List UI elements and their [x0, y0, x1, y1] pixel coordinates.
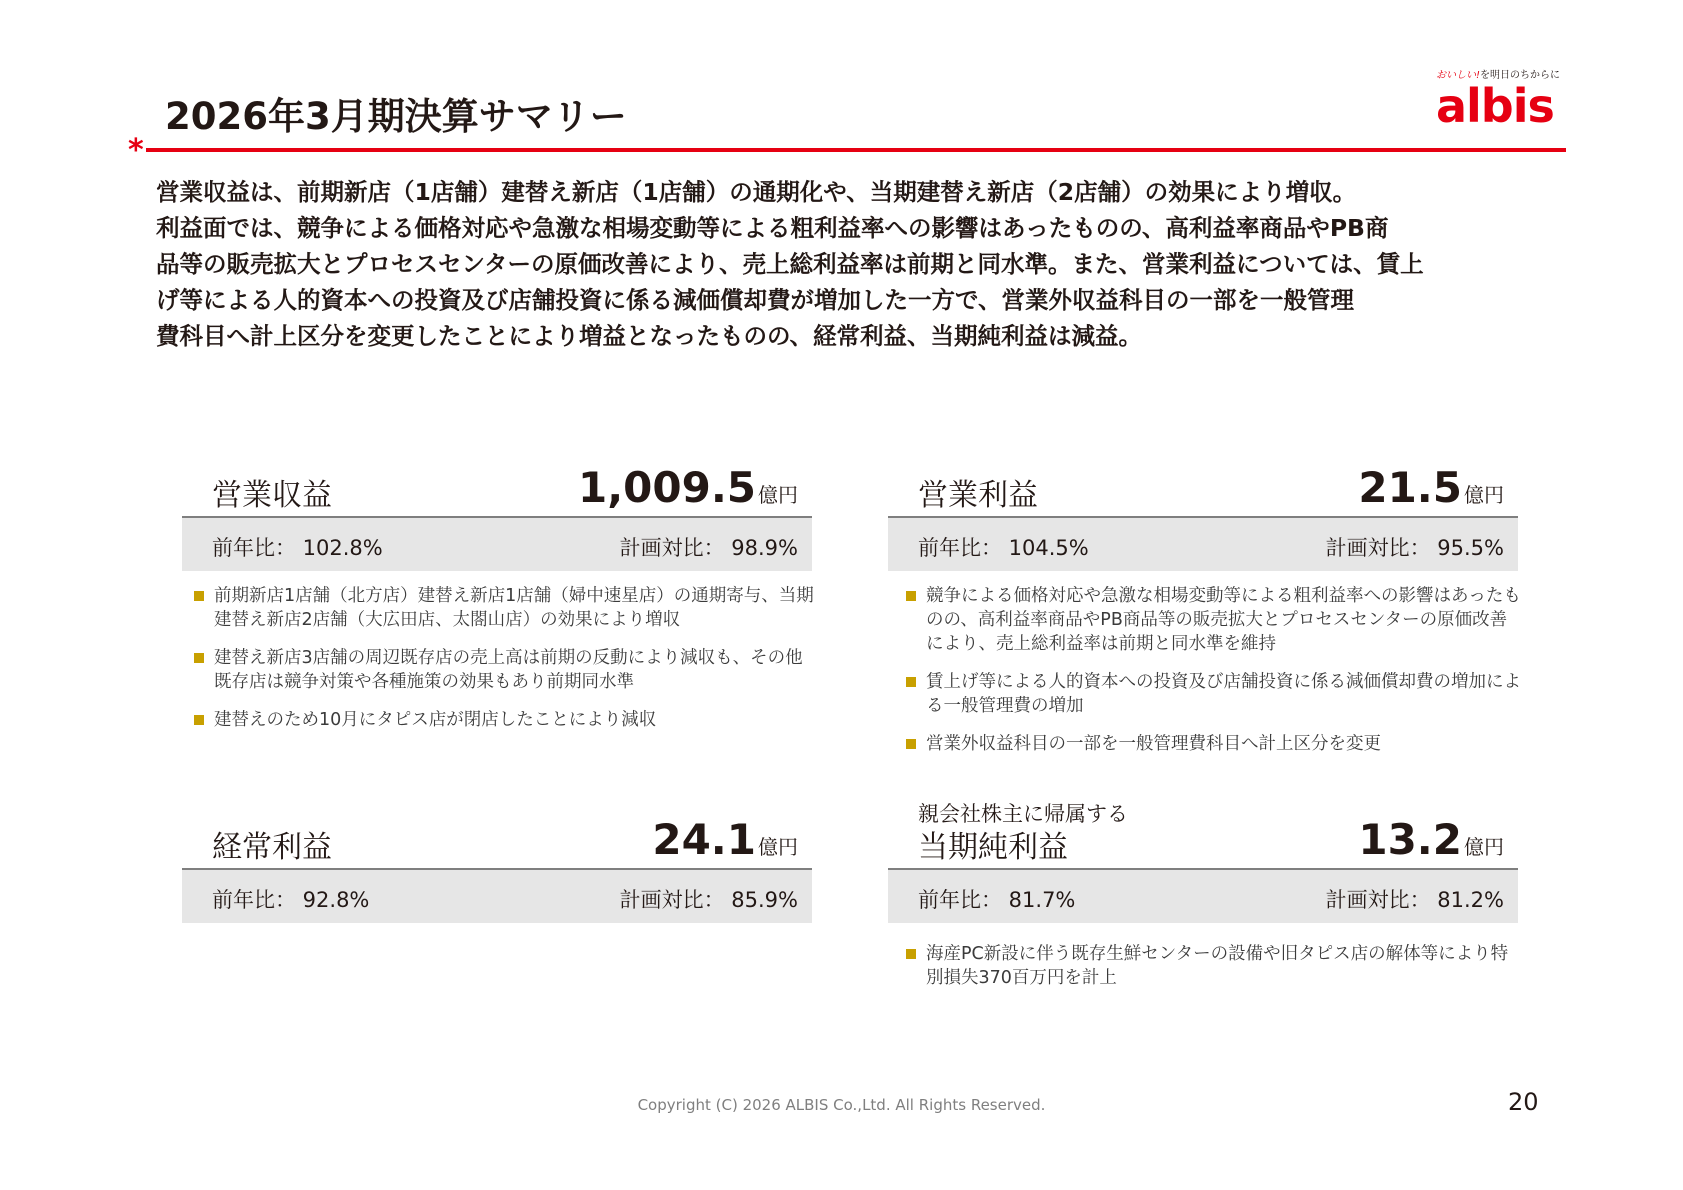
revenue-label: 営業収益 [212, 478, 332, 513]
logo-wordmark: albis [1436, 79, 1554, 133]
operating-profit-plan-ratio: 計画対比： 95.5% [1325, 536, 1504, 560]
list-item: 競争による価格対応や急激な相場変動等による粗利益率への影響はあったものの、高利益率商品やPB商品等の販売拡大とプロセスセンターの原価改善により、売上総利益率は前期と同水準を維持 [902, 584, 1522, 656]
page-number: 20 [1508, 1088, 1539, 1116]
page-title: 2026年3月期決算サマリー [165, 95, 627, 138]
copyright-footer: Copyright (C) 2026 ALBIS Co.,Ltd. All Rights Reserved. [637, 1096, 1046, 1114]
revenue-plan-ratio: 計画対比： 98.9% [619, 536, 798, 560]
asterisk-icon: * [128, 133, 144, 168]
revenue-block [182, 456, 812, 571]
net-profit-amount: 13.2 億円 [1358, 815, 1504, 864]
operating-profit-block [888, 456, 1518, 571]
revenue-notes [190, 584, 820, 746]
summary-line: 品等の販売拡大とプロセスセンターの原価改善により、売上総利益率は前期と同水準。また、営業利益については、賃上 [156, 250, 1424, 278]
ordinary-profit-amount: 24.1 億円 [652, 815, 798, 864]
list-item: 建替え新店3店舗の周辺既存店の売上高は前期の反動により減収も、その他既存店は競争対策や各種施策の効果もあり前期同水準 [190, 646, 820, 694]
operating-profit-stats [888, 518, 1518, 571]
summary-line: 営業収益は、前期新店（1店舗）建替え新店（1店舗）の通期化や、当期建替え新店（2店舗）の効果により増収。 [156, 178, 1357, 206]
net-profit-header [888, 802, 1518, 870]
ordinary-profit-block [182, 808, 812, 923]
summary-line: げ等による人的資本への投資及び店舗投資に係る減価償却費が増加した一方で、営業外収益科目の一部を一般管理 [156, 286, 1355, 314]
net-profit-notes [902, 942, 1522, 1004]
revenue-header [182, 456, 812, 518]
net-profit-label: 当期純利益 [918, 830, 1068, 865]
operating-profit-yoy: 前年比： 104.5% [918, 536, 1089, 560]
ordinary-profit-label: 経常利益 [212, 830, 332, 865]
title-divider [146, 148, 1566, 152]
bullet-square-icon [906, 677, 916, 687]
list-item: 賃上げ等による人的資本への投資及び店舗投資に係る減価償却費の増加による一般管理費の増加 [902, 670, 1522, 718]
net-profit-block [888, 802, 1518, 923]
ordinary-profit-header [182, 808, 812, 870]
logo-tagline: おいしい!を明日のちからに [1436, 70, 1561, 81]
ordinary-profit-yoy: 前年比： 92.8% [212, 888, 370, 912]
net-profit-prelabel: 親会社株主に帰属する [918, 802, 1128, 826]
list-item: 建替えのため10月にタピス店が閉店したことにより減収 [190, 708, 820, 732]
list-item: 海産PC新設に伴う既存生鮮センターの設備や旧タピス店の解体等により特別損失370百万円を計上 [902, 942, 1522, 990]
net-profit-stats [888, 870, 1518, 923]
summary-text [156, 174, 1536, 354]
operating-profit-amount: 21.5 億円 [1358, 463, 1504, 512]
summary-line: 費科目へ計上区分を変更したことにより増益となったものの、経常利益、当期純利益は減益。 [156, 322, 1143, 350]
bullet-square-icon [906, 739, 916, 749]
summary-line: 利益面では、競争による価格対応や急激な相場変動等による粗利益率への影響はあったものの、高利益率商品やPB商 [156, 214, 1389, 242]
operating-profit-label: 営業利益 [918, 478, 1038, 513]
ordinary-profit-stats [182, 870, 812, 923]
operating-profit-header [888, 456, 1518, 518]
bullet-square-icon [906, 591, 916, 601]
ordinary-profit-plan-ratio: 計画対比： 85.9% [619, 888, 798, 912]
bullet-square-icon [194, 591, 204, 601]
bullet-square-icon [194, 653, 204, 663]
net-profit-yoy: 前年比： 81.7% [918, 888, 1076, 912]
operating-profit-notes [902, 584, 1522, 770]
revenue-stats [182, 518, 812, 571]
list-item: 営業外収益科目の一部を一般管理費科目へ計上区分を変更 [902, 732, 1522, 756]
list-item: 前期新店1店舗（北方店）建替え新店1店舗（婦中速星店）の通期寄与、当期建替え新店2店舗（大広田店、太閤山店）の効果により増収 [190, 584, 820, 632]
bullet-square-icon [194, 715, 204, 725]
revenue-yoy: 前年比： 102.8% [212, 536, 383, 560]
bullet-square-icon [906, 949, 916, 959]
net-profit-plan-ratio: 計画対比： 81.2% [1325, 888, 1504, 912]
albis-logo [1436, 66, 1576, 136]
revenue-amount: 1,009.5 億円 [577, 463, 798, 512]
